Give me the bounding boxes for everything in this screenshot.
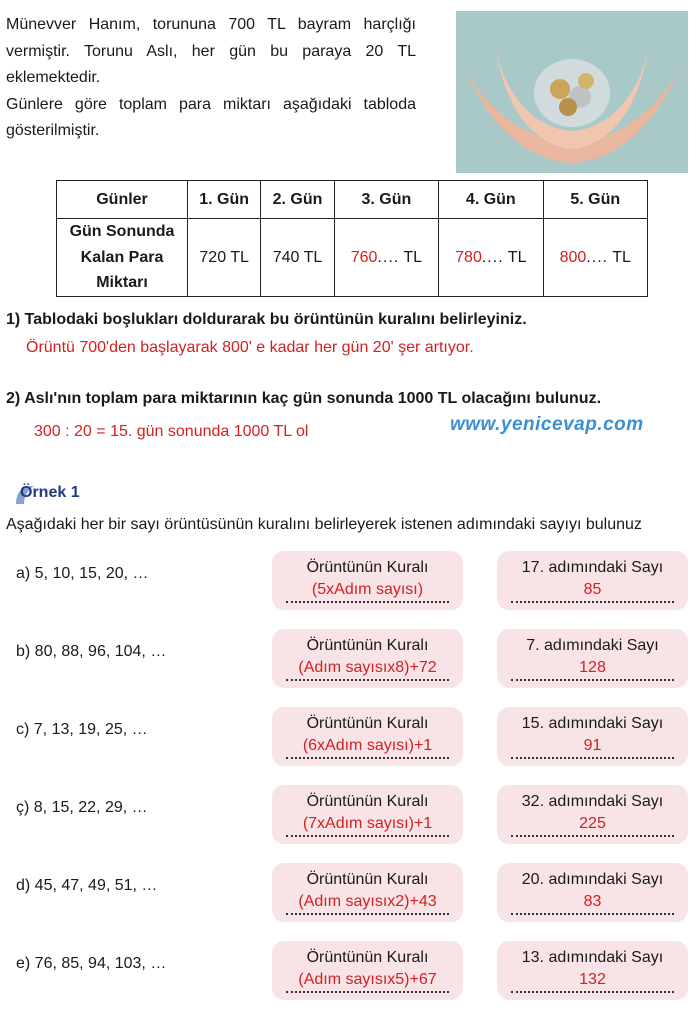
rule-answer-d: (Adım sayısıx2)+43 — [286, 892, 449, 915]
sequence-a: a) 5, 10, 15, 20, … — [16, 565, 149, 582]
answer-2: 300 : 20 = 15. gün sonunda 1000 TL ol — [34, 423, 309, 440]
step-answer-e: 132 — [511, 970, 674, 993]
coins-in-hands-icon — [456, 11, 688, 173]
day-5-amount: 800.... TL — [543, 219, 647, 297]
rule-box-a: Örüntünün Kuralı (5xAdım sayısı) — [272, 551, 463, 610]
step-box-a: 17. adımındaki Sayı 85 — [497, 551, 688, 610]
coins-in-hands-photo — [456, 11, 688, 173]
example-instruction: Aşağıdaki her bir sayı örüntüsünün kuralını belirleyerek istenen adımındaki sayıyı bulunuz — [6, 516, 642, 533]
answer-1: Örüntü 700'den başlayarak 800' e kadar her gün 20' şer artıyor. — [26, 339, 474, 356]
sequence-c: c) 7, 13, 19, 25, … — [16, 721, 148, 738]
intro-text — [6, 12, 416, 145]
rule-box-b: Örüntünün Kuralı (Adım sayısıx8)+72 — [272, 629, 463, 688]
step-answer-c: 91 — [511, 736, 674, 759]
intro-paragraph-1: Münevver Hanım, torununa 700 TL bayram harçlığı vermiştir. Torunu Aslı, her gün bu paraya 20 TL eklemektedir. — [6, 16, 416, 86]
sequence-d: d) 45, 47, 49, 51, … — [16, 877, 158, 894]
example-title: Örnek 1 — [20, 484, 80, 501]
day-3-header: 3. Gün — [334, 181, 438, 219]
sequence-e: e) 76, 85, 94, 103, … — [16, 955, 167, 972]
watermark: www.yenicevap.com — [450, 414, 644, 435]
step-box-e: 13. adımındaki Sayı 132 — [497, 941, 688, 1000]
day-1-amount: 720 TL — [188, 219, 261, 297]
rule-answer-c: (6xAdım sayısı)+1 — [286, 736, 449, 759]
money-table — [56, 180, 648, 297]
day-5-header: 5. Gün — [543, 181, 647, 219]
rule-answer-a: (5xAdım sayısı) — [286, 580, 449, 603]
day-1-header: 1. Gün — [188, 181, 261, 219]
day-2-header: 2. Gün — [261, 181, 334, 219]
rule-box-c: Örüntünün Kuralı (6xAdım sayısı)+1 — [272, 707, 463, 766]
question-1: 1) Tablodaki boşlukları doldurarak bu örüntünün kuralını belirleyiniz. — [6, 311, 527, 328]
step-answer-d: 83 — [511, 892, 674, 915]
rule-box-d: Örüntünün Kuralı (Adım sayısıx2)+43 — [272, 863, 463, 922]
rule-box-c-cedilla: Örüntünün Kuralı (7xAdım sayısı)+1 — [272, 785, 463, 844]
day-4-amount: 780.... TL — [439, 219, 543, 297]
sequence-b: b) 80, 88, 96, 104, … — [16, 643, 167, 660]
table-header-label: Günler — [57, 181, 188, 219]
intro-paragraph-2: Günlere göre toplam para miktarı aşağıdaki tabloda gösterilmiştir. — [6, 95, 416, 139]
day-4-header: 4. Gün — [439, 181, 543, 219]
day-2-amount: 740 TL — [261, 219, 334, 297]
step-answer-b: 128 — [511, 658, 674, 681]
step-box-d: 20. adımındaki Sayı 83 — [497, 863, 688, 922]
question-2: 2) Aslı'nın toplam para miktarının kaç gün sonunda 1000 TL olacağını bulunuz. — [6, 390, 602, 407]
day-3-amount: 760.... TL — [334, 219, 438, 297]
step-answer-c-cedilla: 225 — [511, 814, 674, 837]
rule-answer-e: (Adım sayısıx5)+67 — [286, 970, 449, 993]
step-answer-a: 85 — [511, 580, 674, 603]
rule-answer-c-cedilla: (7xAdım sayısı)+1 — [286, 814, 449, 837]
sequence-c-cedilla: ç) 8, 15, 22, 29, … — [16, 799, 148, 816]
rule-answer-b: (Adım sayısıx8)+72 — [286, 658, 449, 681]
step-box-b: 7. adımındaki Sayı 128 — [497, 629, 688, 688]
step-box-c: 15. adımındaki Sayı 91 — [497, 707, 688, 766]
step-box-c-cedilla: 32. adımındaki Sayı 225 — [497, 785, 688, 844]
row-label: Gün Sonunda Kalan Para Miktarı — [57, 219, 188, 297]
rule-box-e: Örüntünün Kuralı (Adım sayısıx5)+67 — [272, 941, 463, 1000]
